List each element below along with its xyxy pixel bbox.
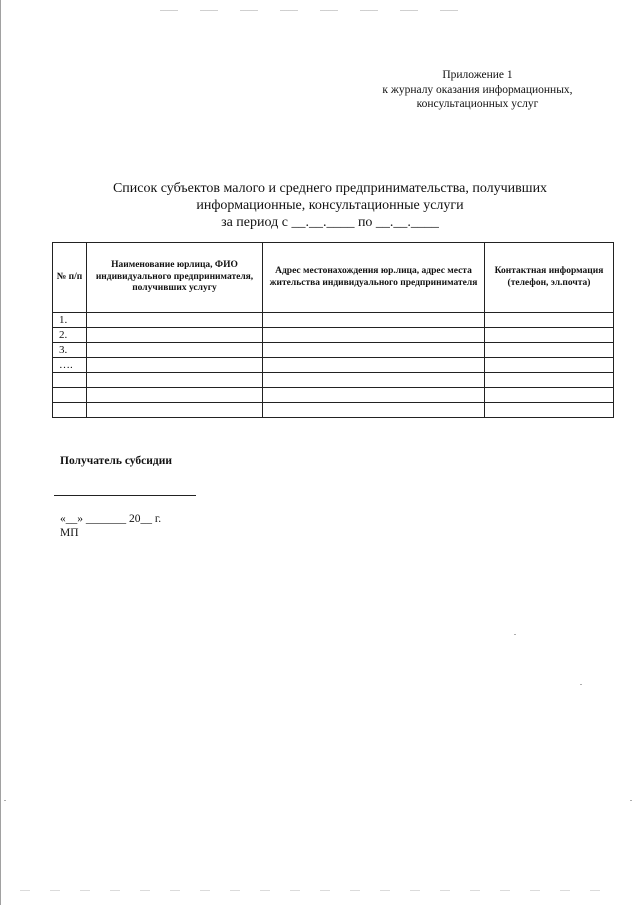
cell-number — [53, 388, 87, 403]
appendix-header — [350, 68, 605, 112]
cell-number: …. — [53, 358, 87, 373]
cell-name — [87, 328, 263, 343]
cell-contact — [485, 373, 614, 388]
cell-address — [263, 313, 485, 328]
cell-contact — [485, 403, 614, 418]
cell-address — [263, 403, 485, 418]
cell-name — [87, 403, 263, 418]
title-line-2: информационные, консультационные услуги — [196, 198, 464, 213]
scan-artifact-top — [160, 10, 480, 11]
table-row — [53, 388, 614, 403]
appendix-line-3: консультационных услуг — [416, 98, 539, 110]
appendix-line-1: Приложение 1 — [442, 69, 513, 81]
scan-speck — [580, 684, 582, 685]
document-title — [60, 180, 600, 231]
cell-number: 3. — [53, 343, 87, 358]
table-row — [53, 313, 614, 328]
signature-line — [54, 495, 196, 496]
cell-name — [87, 388, 263, 403]
header-name: Наименование юрлица, ФИО индивидуального предпринимателя, получивших услугу — [87, 243, 263, 313]
cell-name — [87, 358, 263, 373]
cell-contact — [485, 358, 614, 373]
cell-name — [87, 313, 263, 328]
cell-address — [263, 328, 485, 343]
scan-artifact-bottom — [20, 890, 620, 891]
cell-name — [87, 343, 263, 358]
scan-speck — [630, 800, 632, 801]
cell-number: 1. — [53, 313, 87, 328]
title-line-3: за период с __.__.____ по __.__.____ — [221, 215, 439, 230]
header-contact: Контактная информация (телефон, эл.почта) — [485, 243, 614, 313]
table-row — [53, 328, 614, 343]
scan-speck — [4, 800, 6, 801]
cell-address — [263, 343, 485, 358]
table-row — [53, 343, 614, 358]
cell-contact — [485, 328, 614, 343]
seal-label: МП — [60, 527, 79, 539]
recipients-table — [52, 242, 614, 418]
cell-contact — [485, 343, 614, 358]
cell-number — [53, 403, 87, 418]
appendix-line-2: к журналу оказания информационных, — [382, 83, 573, 96]
date-line: «__» _______ 20__ г. — [60, 513, 162, 525]
cell-contact — [485, 313, 614, 328]
recipient-label: Получатель субсидии — [60, 455, 172, 467]
scan-speck — [514, 634, 516, 635]
cell-address — [263, 388, 485, 403]
table-row — [53, 358, 614, 373]
cell-number — [53, 373, 87, 388]
cell-contact — [485, 388, 614, 403]
header-address: Адрес местонахождения юр.лица, адрес места жительства индивидуального предпринимателя — [263, 243, 485, 313]
cell-address — [263, 373, 485, 388]
header-number: № п/п — [53, 243, 87, 313]
cell-name — [87, 373, 263, 388]
scan-edge — [0, 0, 1, 905]
table-row — [53, 403, 614, 418]
table-row — [53, 373, 614, 388]
cell-number: 2. — [53, 328, 87, 343]
cell-address — [263, 358, 485, 373]
title-line-1: Список субъектов малого и среднего предпринимательства, получивших — [112, 181, 548, 196]
table-header-row — [53, 243, 614, 313]
